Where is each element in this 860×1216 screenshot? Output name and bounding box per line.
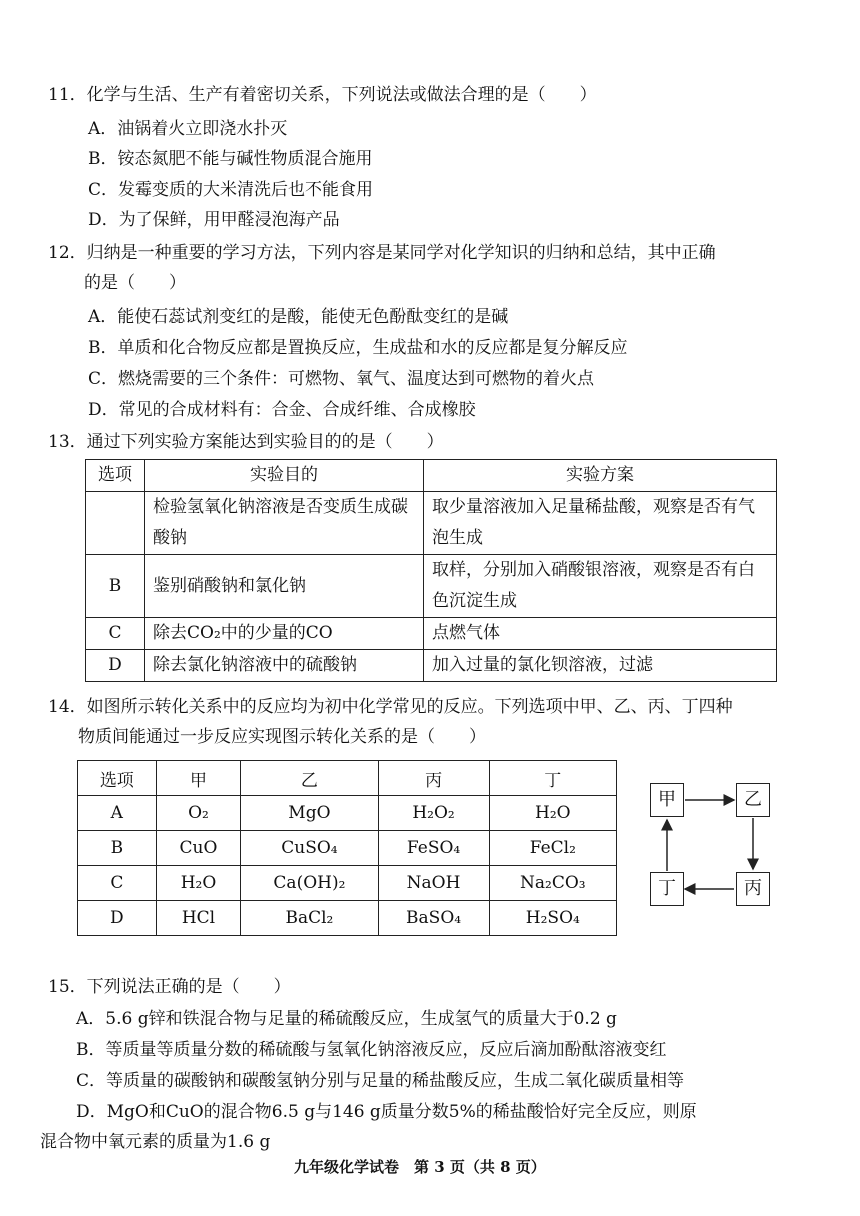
cell: D: [78, 901, 157, 936]
header-jia: 甲: [156, 761, 241, 796]
cell: H₂SO₄: [489, 901, 616, 936]
cell: H₂O₂: [378, 796, 489, 831]
q12-stem-line1: 12．归纳是一种重要的学习方法，下列内容是某同学对化学知识的归纳和总结，其中正确: [48, 243, 716, 263]
header-ding: 丁: [489, 761, 616, 796]
table-header-row: [86, 460, 777, 492]
table-row: [78, 901, 617, 936]
q12-option-a: A．能使石蕊试剂变红的是酸，能使无色酚酞变红的是碱: [88, 307, 509, 327]
cell: C: [78, 866, 157, 901]
q14-stem-line1: 14．如图所示转化关系中的反应均为初中化学常见的反应。下列选项中甲、乙、丙、丁四种: [48, 697, 733, 717]
box-jia: 甲: [650, 783, 684, 817]
q11-option-a: A．油锅着火立即浇水扑灭: [88, 119, 288, 139]
cell: Ca(OH)₂: [241, 866, 378, 901]
table-row: [78, 866, 617, 901]
table-row: [78, 831, 617, 866]
row-purpose: 除去CO₂中的少量的CO: [145, 618, 424, 650]
q11-option-b: B．铵态氮肥不能与碱性物质混合施用: [88, 149, 373, 169]
table-row: [86, 650, 777, 682]
box-ding: 丁: [650, 872, 684, 906]
box-bing: 丙: [736, 872, 770, 906]
q12-option-d: D．常见的合成材料有：合金、合成纤维、合成橡胶: [88, 400, 476, 420]
row-purpose: 检验氢氧化钠溶液是否变质生成碳酸钠: [145, 492, 424, 555]
row-purpose: 除去氯化钠溶液中的硫酸钠: [145, 650, 424, 682]
q15-option-d: D．MgO和CuO的混合物6.5 g与146 g质量分数5%的稀盐酸恰好完全反应，则原: [76, 1102, 697, 1122]
page-footer: 九年级化学试卷 第 3 页（共 8 页）: [294, 1158, 546, 1176]
q14-table: [77, 760, 617, 936]
cell: BaSO₄: [378, 901, 489, 936]
q12-option-b: B．单质和化合物反应都是置换反应，生成盐和水的反应都是复分解反应: [88, 338, 628, 358]
cell: BaCl₂: [241, 901, 378, 936]
q11-option-d: D．为了保鲜，用甲醛浸泡海产品: [88, 210, 340, 230]
table-row: [86, 555, 777, 618]
header-option: 选项: [86, 460, 145, 492]
header-option: 选项: [78, 761, 157, 796]
q12-stem-line2: 的是（ ）: [84, 273, 186, 293]
q15-option-d-continuation: 混合物中氧元素的质量为1.6 g: [40, 1132, 271, 1152]
row-purpose: 鉴别硝酸钠和氯化钠: [145, 555, 424, 618]
cell: FeSO₄: [378, 831, 489, 866]
box-yi: 乙: [736, 783, 770, 817]
cell: NaOH: [378, 866, 489, 901]
row-method: 取少量溶液加入足量稀盐酸，观察是否有气泡生成: [424, 492, 777, 555]
q15-stem: 15．下列说法正确的是（ ）: [48, 977, 291, 997]
table-row: [86, 618, 777, 650]
row-method: 加入过量的氯化钡溶液，过滤: [424, 650, 777, 682]
q11-option-c: C．发霉变质的大米清洗后也不能食用: [88, 180, 374, 200]
q13-table: [85, 459, 777, 682]
cell: B: [78, 831, 157, 866]
q11-stem: 11．化学与生活、生产有着密切关系，下列说法或做法合理的是（ ）: [48, 85, 597, 105]
q15-option-a: A．5.6 g锌和铁混合物与足量的稀硫酸反应，生成氢气的质量大于0.2 g: [76, 1009, 617, 1029]
table-row: [86, 492, 777, 555]
row-option: B: [86, 555, 145, 618]
cell: MgO: [241, 796, 378, 831]
header-purpose: 实验目的: [145, 460, 424, 492]
diagram-arrows: [640, 775, 790, 915]
cell: A: [78, 796, 157, 831]
cell: O₂: [156, 796, 241, 831]
cell: CuSO₄: [241, 831, 378, 866]
cell: Na₂CO₃: [489, 866, 616, 901]
q13-stem: 13．通过下列实验方案能达到实验目的的是（ ）: [48, 432, 444, 452]
header-method: 实验方案: [424, 460, 777, 492]
cell: H₂O: [156, 866, 241, 901]
cell: CuO: [156, 831, 241, 866]
row-method: 点燃气体: [424, 618, 777, 650]
header-yi: 乙: [241, 761, 378, 796]
row-method: 取样，分别加入硝酸银溶液，观察是否有白色沉淀生成: [424, 555, 777, 618]
row-option: D: [86, 650, 145, 682]
row-option: [86, 492, 145, 555]
q15-option-b: B．等质量等质量分数的稀硫酸与氢氧化钠溶液反应，反应后滴加酚酞溶液变红: [76, 1040, 667, 1060]
cell: FeCl₂: [489, 831, 616, 866]
q15-option-c: C．等质量的碳酸钠和碳酸氢钠分别与足量的稀盐酸反应，生成二氧化碳质量相等: [76, 1071, 685, 1091]
table-row: [78, 796, 617, 831]
table-header-row: [78, 761, 617, 796]
cell: HCl: [156, 901, 241, 936]
cell: H₂O: [489, 796, 616, 831]
row-option: C: [86, 618, 145, 650]
q14-stem-line2: 物质间能通过一步反应实现图示转化关系的是（ ）: [78, 727, 486, 747]
q12-option-c: C．燃烧需要的三个条件：可燃物、氧气、温度达到可燃物的着火点: [88, 369, 595, 389]
header-bing: 丙: [378, 761, 489, 796]
